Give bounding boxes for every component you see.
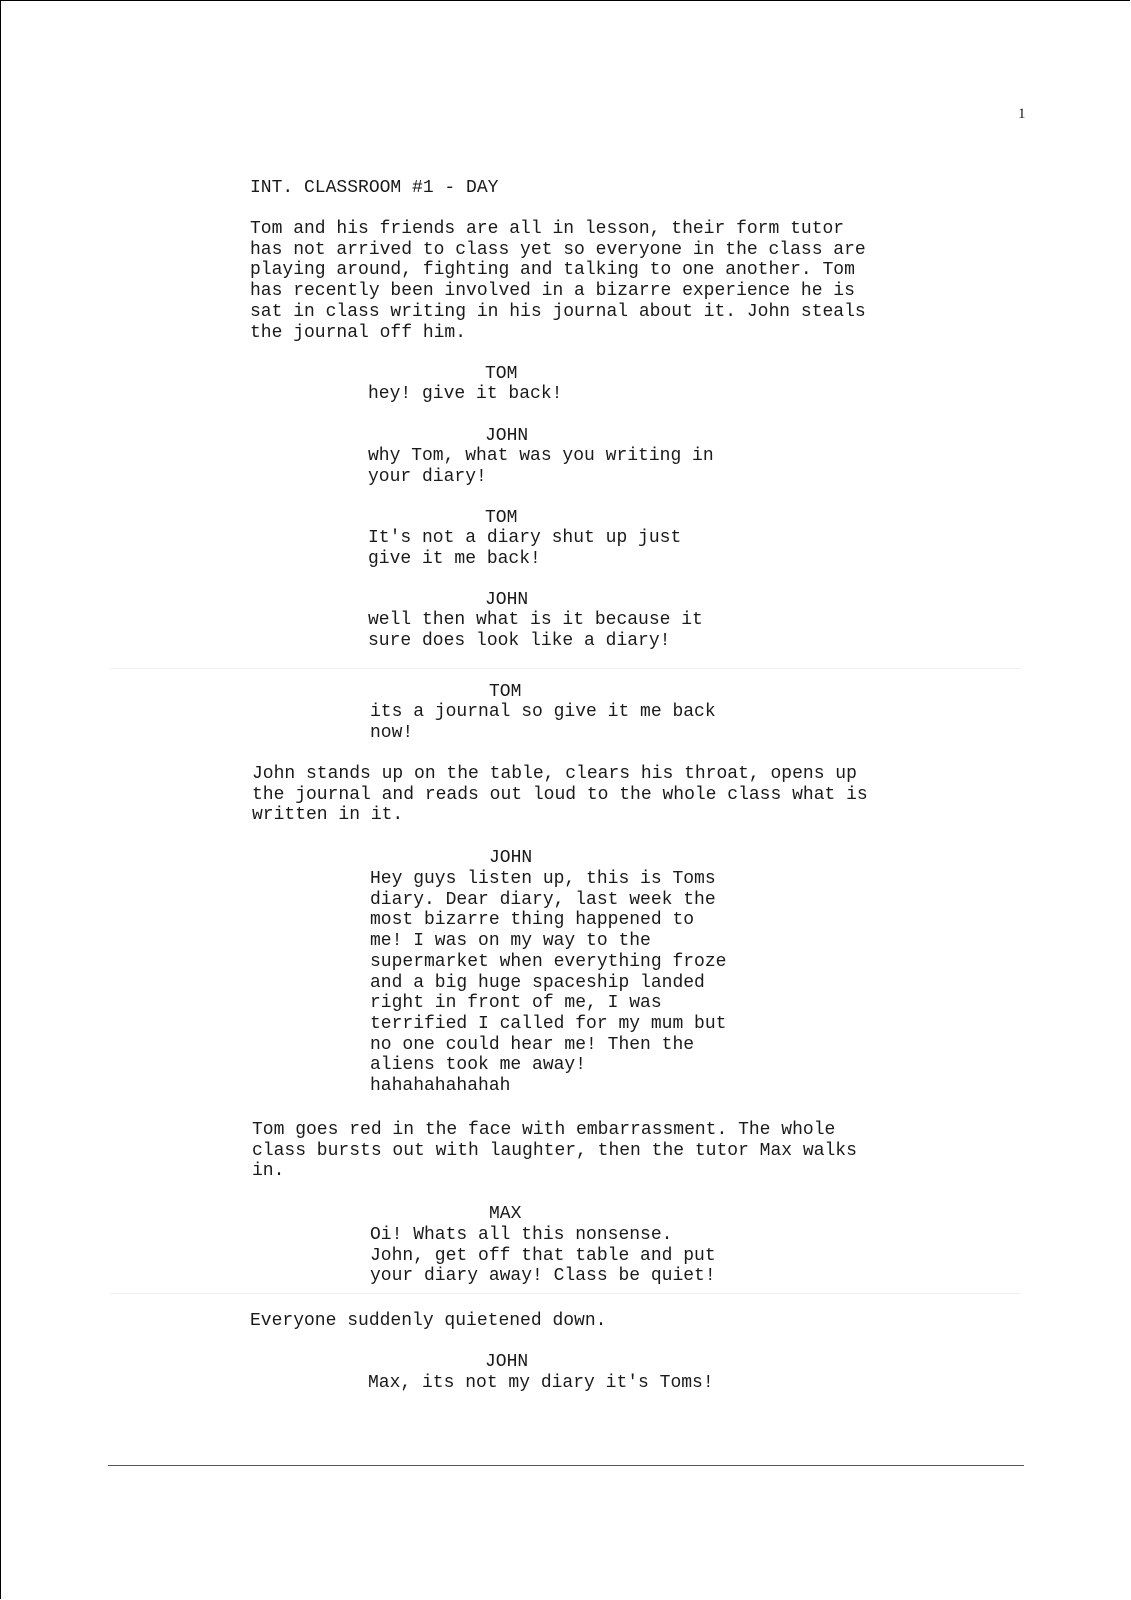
action-paragraph: Tom and his friends are all in lesson, their form tutor has not arrived to class yet so everyone in the class are playing around, fighting and talking to one another. Tom has recently been involved in a bizarre experience he is sat in class writing in his journal about it. John steals the journal off him. bbox=[250, 219, 866, 343]
action-paragraph: Everyone suddenly quietened down. bbox=[250, 1311, 607, 1331]
dialogue: why Tom, what was you writing in your diary! bbox=[368, 446, 714, 487]
character-name: JOHN bbox=[485, 1352, 529, 1372]
page-number: 1 bbox=[1018, 106, 1026, 122]
character-name: TOM bbox=[485, 508, 518, 528]
action-paragraph: Tom goes red in the face with embarrassment. The whole class bursts out with laughter, then the tutor Max walks in. bbox=[252, 1120, 857, 1182]
character-name: TOM bbox=[489, 682, 522, 702]
character-name: JOHN bbox=[489, 848, 533, 868]
character-name: JOHN bbox=[485, 590, 529, 610]
dialogue: hey! give it back! bbox=[368, 384, 563, 404]
action-paragraph: John stands up on the table, clears his throat, opens up the journal and reads out loud to the whole class what is written in it. bbox=[252, 764, 868, 826]
dialogue: Hey guys listen up, this is Toms diary. Dear diary, last week the most bizarre thing happened to me! I was on my way to the supermarket when everything froze and a big huge spaceship landed right in front of me, I was terrified I called for my mum but no one could hear me! Then the aliens took me away! hahahahahahah bbox=[370, 869, 727, 1097]
dialogue: well then what is it because it sure does look like a diary! bbox=[368, 610, 703, 651]
dialogue: It's not a diary shut up just give it me back! bbox=[368, 528, 682, 569]
bottom-rule bbox=[108, 1465, 1024, 1466]
character-name: TOM bbox=[485, 364, 518, 384]
scene-heading: INT. CLASSROOM #1 - DAY bbox=[250, 178, 499, 198]
faint-page-line bbox=[110, 1293, 1020, 1294]
dialogue: its a journal so give it me back now! bbox=[370, 702, 716, 743]
dialogue: Oi! Whats all this nonsense. John, get off that table and put your diary away! Class be quiet! bbox=[370, 1225, 716, 1287]
dialogue: Max, its not my diary it's Toms! bbox=[368, 1373, 714, 1393]
character-name: JOHN bbox=[485, 426, 529, 446]
character-name: MAX bbox=[489, 1204, 522, 1224]
faint-page-line bbox=[110, 668, 1020, 669]
